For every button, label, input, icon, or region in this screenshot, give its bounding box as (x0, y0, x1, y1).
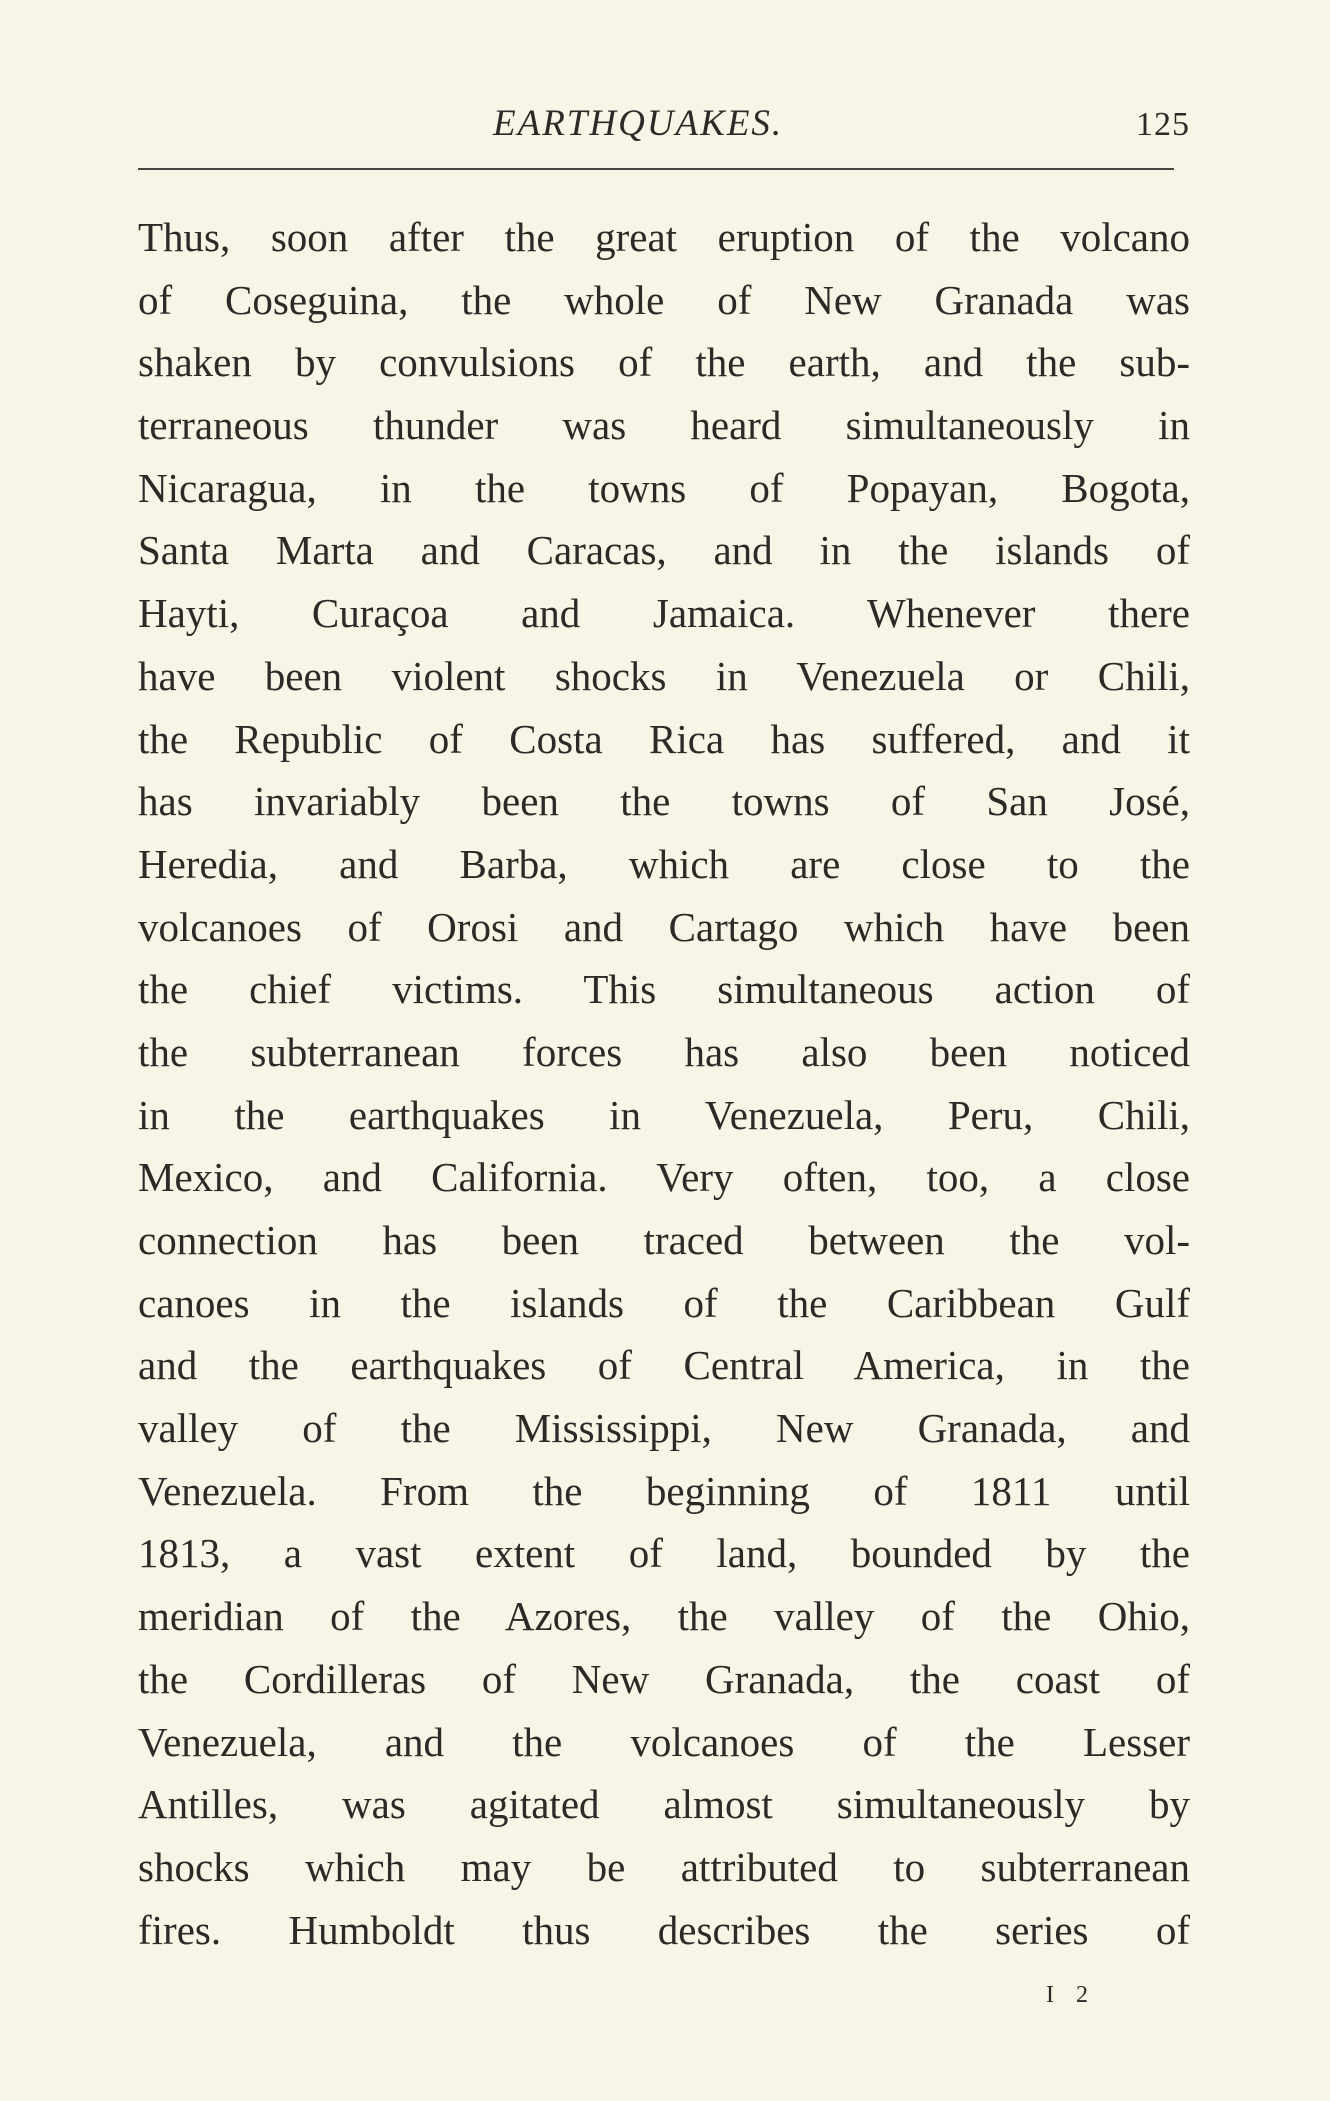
text-line: Santa Marta and Caracas, and in the islands of (138, 527, 1190, 574)
text-line: Heredia, and Barba, which are close to the (138, 840, 1190, 887)
text-line: Nicaragua, in the towns of Popayan, Bogota, (138, 464, 1190, 511)
text-line: the chief victims. This simultaneous action of (138, 966, 1190, 1013)
text-line: volcanoes of Orosi and Cartago which have been (138, 903, 1190, 950)
header-rule (138, 168, 1174, 170)
text-line: canoes in the islands of the Caribbean Gulf (138, 1279, 1190, 1326)
text-line: connection has been traced between the vol- (138, 1217, 1190, 1263)
text-line: terraneous thunder was heard simultaneously in (138, 402, 1190, 449)
text-line: Venezuela, and the volcanoes of the Lesser (138, 1718, 1190, 1765)
text-line: meridian of the Azores, the valley of the Ohio, (138, 1593, 1190, 1640)
text-line: 1813, a vast extent of land, bounded by the (138, 1530, 1190, 1577)
text-line: shocks which may be attributed to subterranean (138, 1843, 1190, 1890)
text-line: has invariably been the towns of San José, (138, 778, 1190, 825)
text-line: and the earthquakes of Central America, in the (138, 1342, 1190, 1389)
signature-mark: I 2 (1046, 1982, 1096, 2008)
text-line: the Republic of Costa Rica has suffered, and it (138, 715, 1190, 762)
text-line: Hayti, Curaçoa and Jamaica. Whenever there (138, 590, 1190, 637)
page-number: 125 (1136, 106, 1190, 143)
text-line: the subterranean forces has also been noticed (138, 1028, 1190, 1075)
text-line: valley of the Mississippi, New Granada, and (138, 1405, 1190, 1452)
body-paragraph (138, 206, 1190, 1961)
text-line: Venezuela. From the beginning of 1811 until (138, 1467, 1190, 1514)
running-head (138, 100, 1190, 152)
text-line: have been violent shocks in Venezuela or Chili, (138, 652, 1190, 699)
text-line: the Cordilleras of New Granada, the coast of (138, 1655, 1190, 1702)
text-line: Mexico, and California. Very often, too, a close (138, 1154, 1190, 1201)
text-line: in the earthquakes in Venezuela, Peru, Chili, (138, 1091, 1190, 1138)
text-line: of Coseguina, the whole of New Granada was (138, 276, 1190, 323)
text-line: Thus, soon after the great eruption of the volcano (138, 214, 1190, 260)
text-line: shaken by convulsions of the earth, and the sub- (138, 339, 1190, 386)
text-line: Antilles, was agitated almost simultaneously by (138, 1781, 1190, 1828)
running-title: EARTHQUAKES. (493, 103, 784, 144)
text-line: fires. Humboldt thus describes the series of (138, 1906, 1190, 1953)
